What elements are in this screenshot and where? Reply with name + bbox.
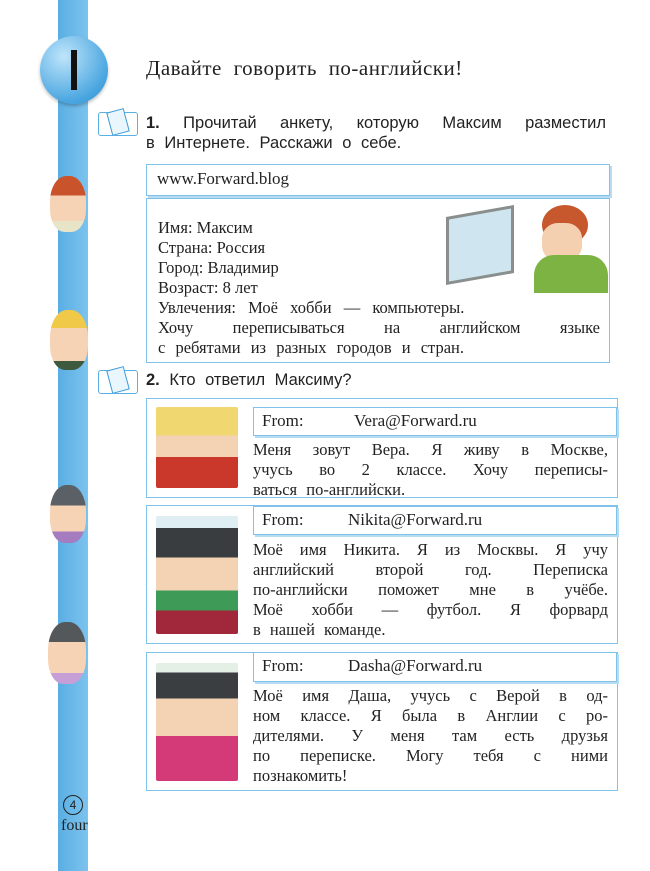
vera-portrait (156, 407, 238, 488)
profile-city: Город: Владимир (158, 258, 279, 277)
exercise-number: 2. (146, 371, 160, 389)
profile-text-line: с ребятами из разных городов и стран. (158, 338, 464, 357)
message-text: учусь во 2 классе. Хочу переписы- (253, 460, 608, 479)
page-number: 4 (63, 795, 83, 815)
sender-email: Nikita@Forward.ru (348, 510, 483, 529)
girl-face-illustration (48, 622, 86, 684)
page-title: Давайте говорить по-английски! (146, 56, 463, 80)
from-label: From: (262, 510, 304, 529)
message-header (253, 506, 617, 535)
reading-exercise-icon (98, 370, 138, 394)
dasha-portrait (156, 663, 238, 781)
message-text: английский второй год. Переписка (253, 560, 608, 579)
sender-email: Vera@Forward.ru (354, 411, 477, 430)
exercise-number: 1. (146, 114, 160, 132)
boy-face-illustration (50, 176, 86, 232)
sender-email: Dasha@Forward.ru (348, 656, 483, 675)
exercise-instruction: Кто ответил Максиму? (169, 371, 352, 389)
message-text: ном классе. Я была в Англии с ро- (253, 706, 608, 725)
nikita-portrait (156, 516, 238, 634)
boy-at-computer-illustration (446, 205, 608, 293)
exercise-instruction: в Интернете. Расскажи о себе. (146, 134, 402, 152)
profile-hobbies: Увлечения: Моё хобби — компьютеры. (158, 298, 465, 317)
message-text: Моё имя Даша, учусь с Верой в од- (253, 686, 608, 705)
girl-face-illustration (50, 310, 88, 370)
site-url: www.Forward.blog (157, 169, 290, 188)
message-text: Меня зовут Вера. Я живу в Москве, (253, 440, 608, 459)
exercise-instruction: Прочитай анкету, которую Максим разместил (183, 114, 606, 132)
url-bar (146, 164, 610, 196)
page-number-word: four (61, 817, 88, 834)
profile-text-line: Хочу переписываться на английском языке (158, 318, 600, 337)
message-header (253, 652, 617, 682)
profile-country: Страна: Россия (158, 238, 266, 257)
message-text: ваться по-английски. (253, 480, 406, 499)
reading-exercise-icon (98, 112, 138, 136)
message-text: дителями. У меня там есть друзья (253, 726, 608, 745)
message-header (253, 407, 617, 436)
message-text: по-английски поможет мне в учёбе. (253, 580, 608, 599)
profile-name: Имя: Максим (158, 218, 253, 237)
from-label: From: (262, 656, 304, 675)
message-text: в нашей команде. (253, 620, 386, 639)
boy-face-illustration (50, 485, 86, 543)
side-stripe (58, 0, 88, 871)
message-text: по переписке. Могу тебя с ними (253, 746, 608, 765)
from-label: From: (262, 411, 304, 430)
profile-age: Возраст: 8 лет (158, 278, 258, 297)
message-text: познакомить! (253, 766, 348, 785)
message-text: Моё хобби — футбол. Я форвард (253, 600, 608, 619)
unit-numeral (71, 50, 77, 90)
message-text: Моё имя Никита. Я из Москвы. Я учу (253, 540, 608, 559)
